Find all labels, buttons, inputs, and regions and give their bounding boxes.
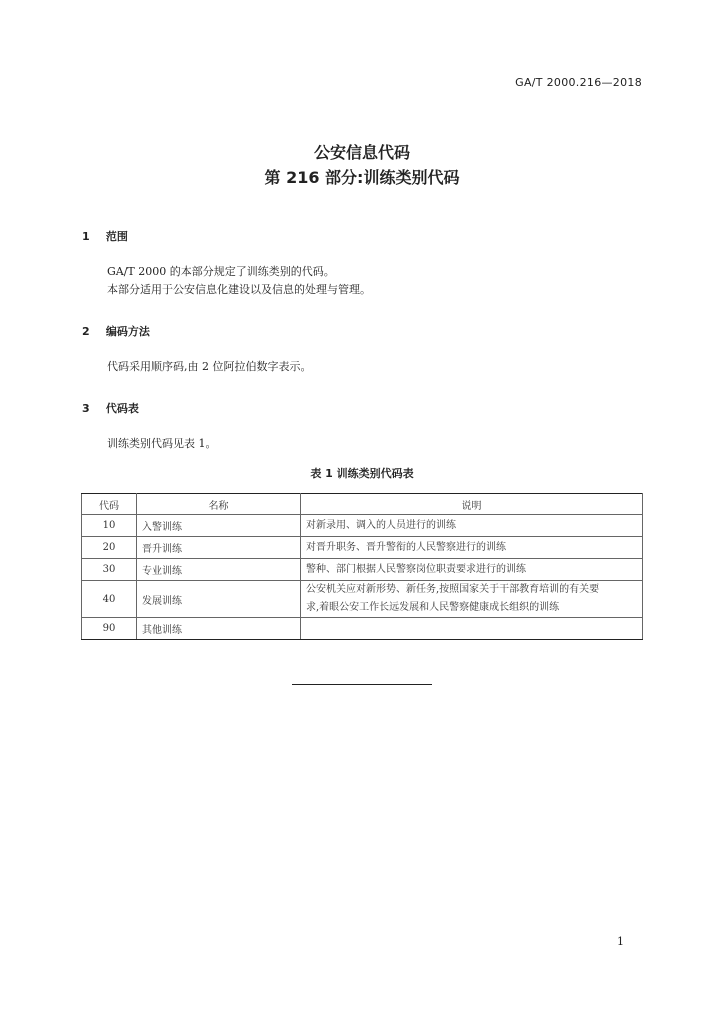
description-line-1: 公安机关应对新形势、新任务,按照国家关于干部教育培训的有关要 <box>306 584 600 595</box>
name-cell: 发展训练 <box>137 581 301 618</box>
document-code: GA/T 2000.216—2018 <box>515 76 642 89</box>
name-cell: 其他训练 <box>137 618 301 640</box>
table-row <box>82 581 643 618</box>
table-header-row <box>82 494 643 515</box>
section-1-heading <box>82 228 128 244</box>
section-number: 3 <box>82 402 90 415</box>
section-2-heading <box>82 323 150 339</box>
section-3-paragraph-1: 训练类别代码见表 1。 <box>107 437 217 450</box>
document-subtitle: 第 216 部分:训练类别代码 <box>264 168 460 187</box>
page-number: 1 <box>617 935 624 948</box>
table-row <box>82 515 643 537</box>
name-cell: 入警训练 <box>137 515 301 537</box>
header-description: 说明 <box>301 494 643 515</box>
section-1-paragraph-1: GA/T 2000 的本部分规定了训练类别的代码。 <box>107 265 335 278</box>
code-cell: 20 <box>82 537 137 559</box>
table-row <box>82 559 643 581</box>
section-2-paragraph-1: 代码采用顺序码,由 2 位阿拉伯数字表示。 <box>107 360 312 373</box>
header-name: 名称 <box>137 494 301 515</box>
description-line-2: 求,着眼公安工作长远发展和人民警察健康成长组织的训练 <box>306 602 560 613</box>
section-3-heading <box>82 400 139 416</box>
description-cell: 对晋升职务、晋升警衔的人民警察进行的训练 <box>301 537 643 559</box>
code-table <box>81 493 643 640</box>
section-title: 编码方法 <box>105 325 150 338</box>
section-1-paragraph-2: 本部分适用于公安信息化建设以及信息的处理与管理。 <box>107 283 371 296</box>
document-title: 公安信息代码 <box>313 143 410 162</box>
name-cell: 专业训练 <box>137 559 301 581</box>
description-cell: 对新录用、调入的人员进行的训练 <box>301 515 643 537</box>
table-row <box>82 618 643 640</box>
code-cell: 40 <box>82 581 137 618</box>
end-of-document-rule <box>292 684 432 685</box>
code-cell: 30 <box>82 559 137 581</box>
section-title: 范围 <box>105 230 128 243</box>
header-code: 代码 <box>82 494 137 515</box>
code-cell: 10 <box>82 515 137 537</box>
description-cell: 警种、部门根据人民警察岗位职责要求进行的训练 <box>301 559 643 581</box>
table-caption: 表 1 训练类别代码表 <box>310 467 414 480</box>
description-cell <box>301 618 643 640</box>
section-number: 1 <box>82 230 90 243</box>
section-number: 2 <box>82 325 90 338</box>
code-cell: 90 <box>82 618 137 640</box>
name-cell: 晋升训练 <box>137 537 301 559</box>
table-row <box>82 537 643 559</box>
description-cell <box>301 581 643 618</box>
section-title: 代码表 <box>105 402 139 415</box>
